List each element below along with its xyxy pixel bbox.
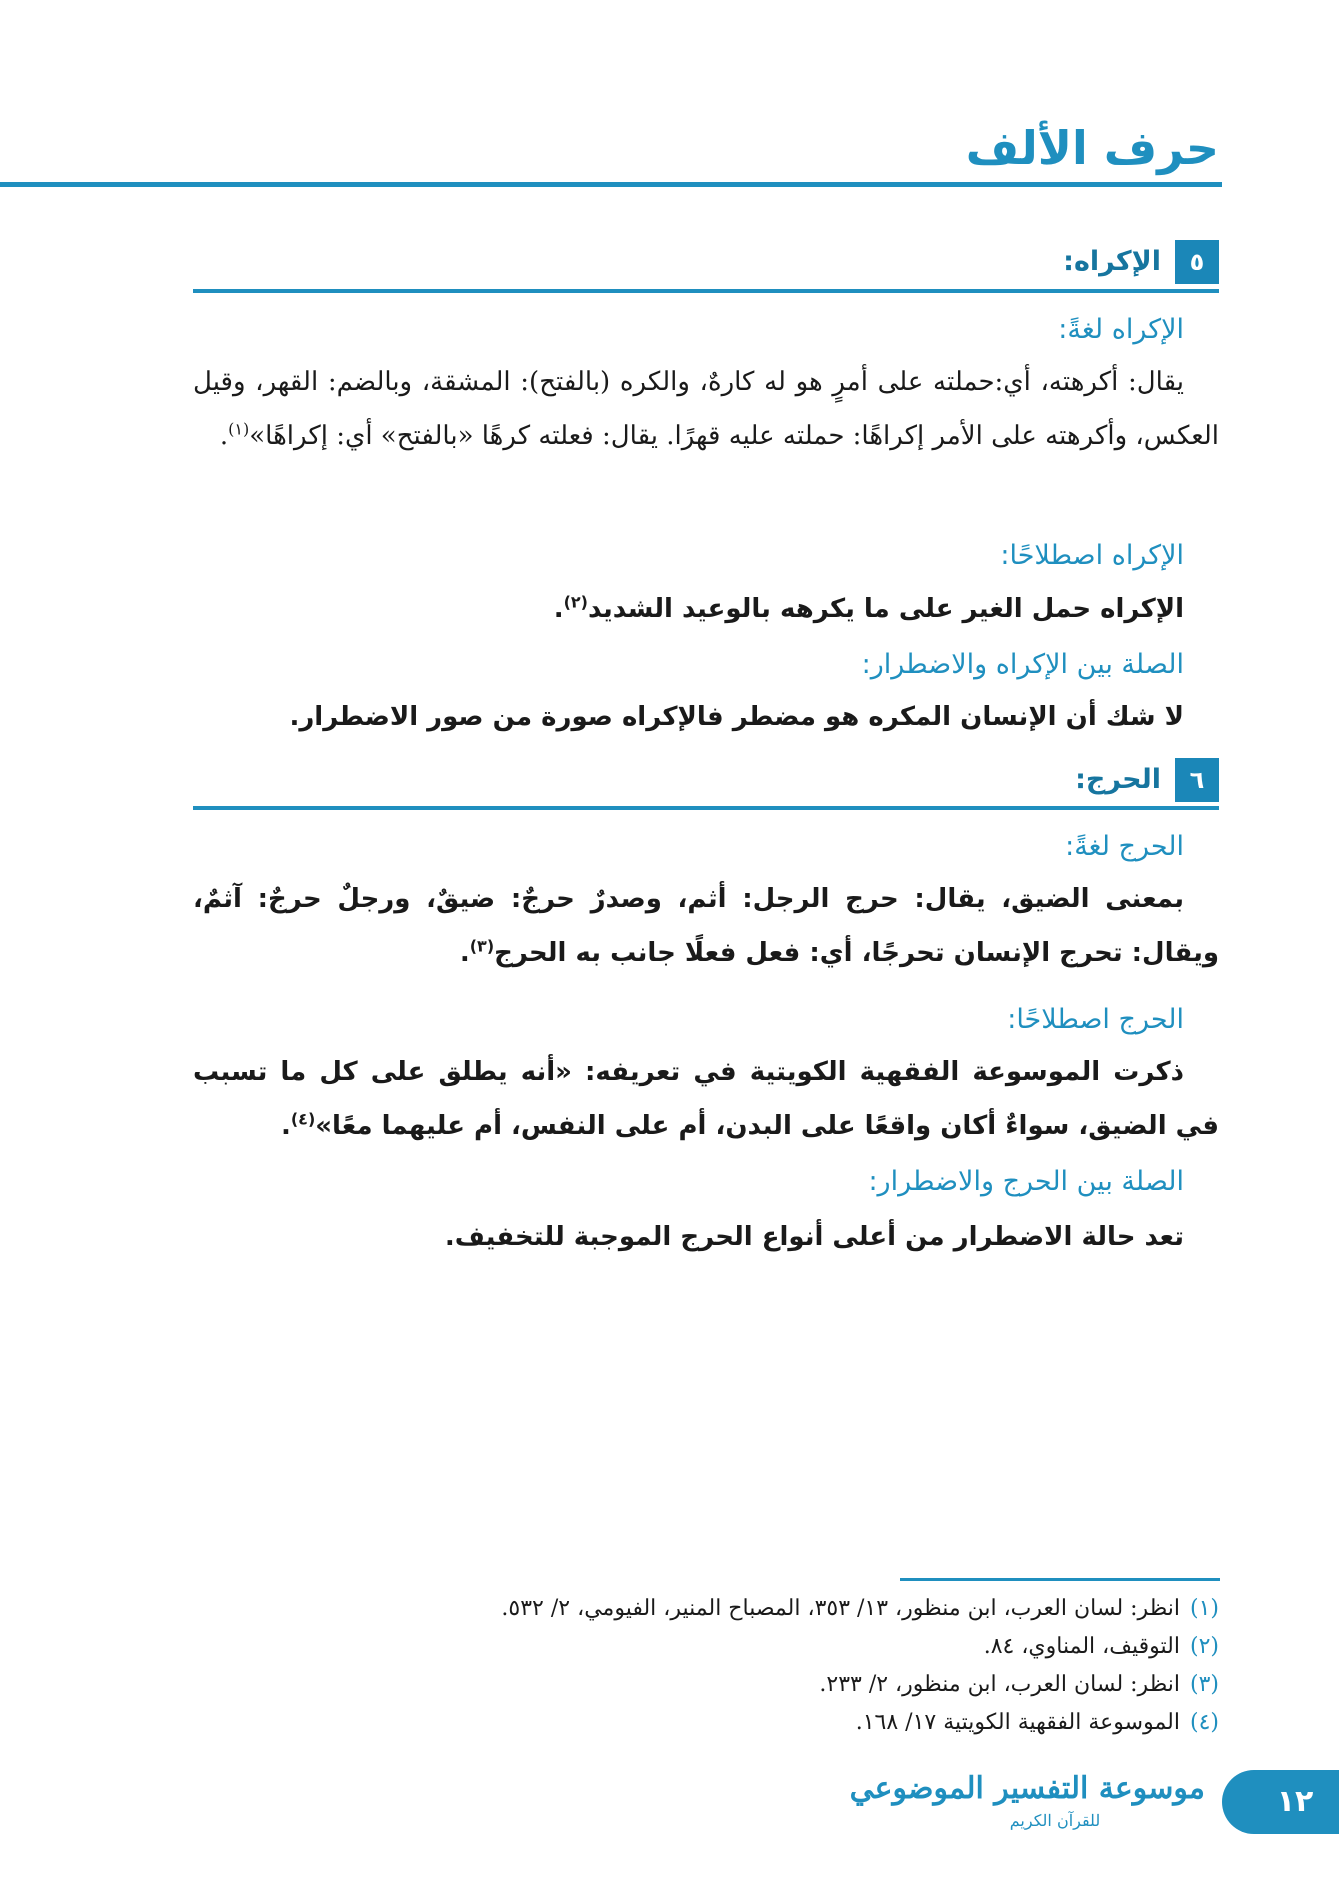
footnotes <box>199 1590 1219 1742</box>
subheading: الحرج اصطلاحًا: <box>1007 1004 1184 1035</box>
footnote-ref[interactable]: (٤) <box>290 1109 316 1129</box>
section-title: الحرج: <box>1075 764 1161 795</box>
footnote-text: الموسوعة الفقهية الكويتية ١٧/ ١٦٨. <box>855 1710 1180 1735</box>
paragraph-text: الإكراه حمل الغير على ما يكرهه بالوعيد الشديد <box>587 594 1184 624</box>
paragraph <box>193 1210 1219 1264</box>
subheading: الإكراه لغةً: <box>1058 314 1184 345</box>
footnote-number: (٢) <box>1189 1634 1219 1659</box>
footnote-item <box>199 1704 1219 1742</box>
footnote-number: (١) <box>1189 1596 1219 1621</box>
footnote-ref[interactable]: (٢) <box>563 592 588 612</box>
paragraph <box>193 872 1219 980</box>
paragraph-end: . <box>459 938 470 968</box>
section-heading-haraj <box>189 758 1219 802</box>
paragraph <box>193 355 1219 463</box>
page-number: ١٢ <box>1276 1784 1314 1819</box>
paragraph-end: . <box>219 421 229 451</box>
paragraph <box>193 1045 1219 1153</box>
section-rule <box>193 289 1219 293</box>
footnote-item <box>199 1666 1219 1704</box>
paragraph-text: بمعنى الضيق، يقال: حرج الرجل: أثم، وصدرٌ حرجٌ: ضيقٌ، ورجلٌ حرجٌ: آثمٌ، ويقال: تحرج الإنسان تحرجًا، أي: فعل فعلًا جانب به الحرج <box>193 884 1219 968</box>
footnote-text: انظر: لسان العرب، ابن منظور، ١٣/ ٣٥٣، المصباح المنير، الفيومي، ٢/ ٥٣٢. <box>501 1596 1180 1621</box>
paragraph <box>193 582 1219 636</box>
footnote-rule <box>900 1578 1220 1581</box>
footnote-item <box>199 1590 1219 1628</box>
subheading: الصلة بين الإكراه والاضطرار: <box>861 649 1184 680</box>
section-number-box: ٥ <box>1175 240 1219 284</box>
footnote-text: انظر: لسان العرب، ابن منظور، ٢/ ٢٣٣. <box>819 1672 1180 1697</box>
paragraph-end: . <box>553 594 564 624</box>
paragraph-end: . <box>280 1111 291 1141</box>
encyclopedia-logo <box>849 1768 1205 1848</box>
subheading: الإكراه اصطلاحًا: <box>1000 540 1184 571</box>
logo-subtitle: للقرآن الكريم <box>1009 1811 1101 1830</box>
footnote-text: التوقيف، المناوي، ٨٤. <box>983 1634 1180 1659</box>
running-title: حرف الألف <box>965 121 1219 175</box>
logo-title: موسوعة التفسير الموضوعي <box>849 1771 1205 1806</box>
footnote-item <box>199 1628 1219 1666</box>
paragraph-text: تعد حالة الاضطرار من أعلى أنواع الحرج الموجبة للتخفيف. <box>444 1222 1184 1252</box>
paragraph <box>193 690 1219 744</box>
paragraph-text: ذكرت الموسوعة الفقهية الكويتية في تعريفه: «أنه يطلق على كل ما تسبب في الضيق، سواءٌ أكان واقعًا على البدن، أم على النفس، أم عليهما معًا» <box>193 1057 1219 1141</box>
footnote-number: (٣) <box>1189 1672 1219 1697</box>
section-heading-ikrah <box>189 240 1219 284</box>
section-rule <box>193 806 1219 810</box>
footnote-ref[interactable]: (١) <box>228 419 250 439</box>
subheading: الصلة بين الحرج والاضطرار: <box>868 1166 1184 1197</box>
paragraph-text: يقال: أكرهته، أي:حملته على أمرٍ هو له كارهٌ، والكره (بالفتح): المشقة، وبالضم: القهر، وقيل العكس، وأكرهته على الأمر إكراهًا: حملته عليه قهرًا. يقال: فعلته كرهًا «بالفتح» أي: إكراهًا» <box>193 367 1219 451</box>
section-title: الإكراه: <box>1063 246 1161 277</box>
subheading: الحرج لغةً: <box>1065 831 1184 862</box>
header-rule <box>0 182 1222 187</box>
paragraph-text: لا شك أن الإنسان المكره هو مضطر فالإكراه صورة من صور الاضطرار. <box>289 702 1184 732</box>
section-number-box: ٦ <box>1175 758 1219 802</box>
footnote-ref[interactable]: (٣) <box>469 936 495 956</box>
footnote-number: (٤) <box>1189 1710 1219 1735</box>
